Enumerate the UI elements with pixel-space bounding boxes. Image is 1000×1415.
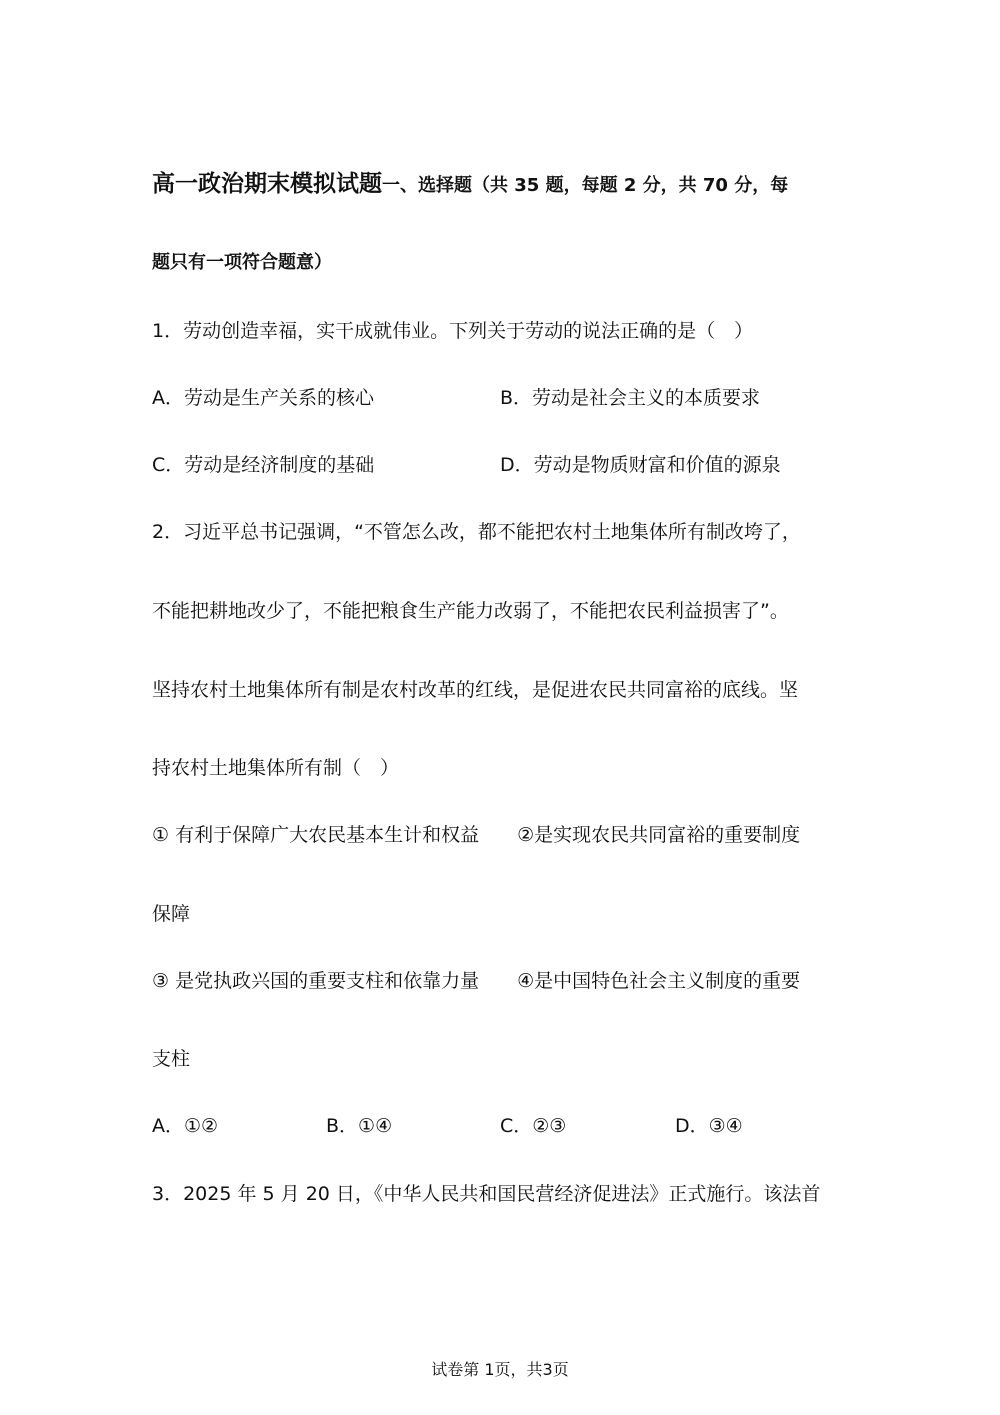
question-1-stem: 1．劳动创造幸福，实干成就伟业。下列关于劳动的说法正确的是（ ） bbox=[152, 320, 754, 342]
question-2-stem-line-3: 坚持农村土地集体所有制是农村改革的红线，是促进农民共同富裕的底线。坚 bbox=[152, 679, 799, 701]
question-2-option-d: D．③④ bbox=[675, 1115, 743, 1137]
exam-header-line bbox=[152, 172, 852, 198]
question-3-stem: 3．2025 年 5 月 20 日，《中华人民共和国民营经济促进法》正式施行。该法首 bbox=[152, 1183, 821, 1205]
question-2-statement-line-2: 保障 bbox=[152, 903, 191, 925]
exam-title: 高一政治期末模拟试题 bbox=[152, 171, 382, 197]
section-heading: 一、选择题（共 35 题，每题 2 分，共 70 分，每 bbox=[382, 175, 789, 196]
question-2-statement-line-1: ① 有利于保障广大农民基本生计和权益 ②是实现农民共同富裕的重要制度 bbox=[152, 824, 801, 846]
question-2-stem-line-1: 2．习近平总书记强调，“不管怎么改，都不能把农村土地集体所有制改垮了， bbox=[152, 521, 801, 543]
question-2-stem-line-2: 不能把耕地改少了，不能把粮食生产能力改弱了，不能把农民利益损害了”。 bbox=[152, 600, 789, 622]
question-2-option-a: A．①② bbox=[152, 1115, 219, 1137]
question-2-stem-line-4: 持农村土地集体所有制（ ） bbox=[152, 757, 400, 779]
question-2-option-b: B．①④ bbox=[326, 1115, 393, 1137]
question-1-option-b: B．劳动是社会主义的本质要求 bbox=[500, 387, 761, 409]
question-2-option-c: C．②③ bbox=[500, 1115, 567, 1137]
question-1-option-d: D．劳动是物质财富和价值的源泉 bbox=[500, 454, 781, 476]
question-1-option-a: A．劳动是生产关系的核心 bbox=[152, 387, 374, 409]
question-2-statement-line-3: ③ 是党执政兴国的重要支柱和依靠力量 ④是中国特色社会主义制度的重要 bbox=[152, 970, 801, 992]
question-1-option-c: C．劳动是经济制度的基础 bbox=[152, 454, 375, 476]
question-2-statement-line-4: 支柱 bbox=[152, 1048, 191, 1070]
section-heading-continued: 题只有一项符合题意） bbox=[152, 252, 332, 273]
page-footer: 试卷第 1页，共3页 bbox=[431, 1360, 569, 1379]
